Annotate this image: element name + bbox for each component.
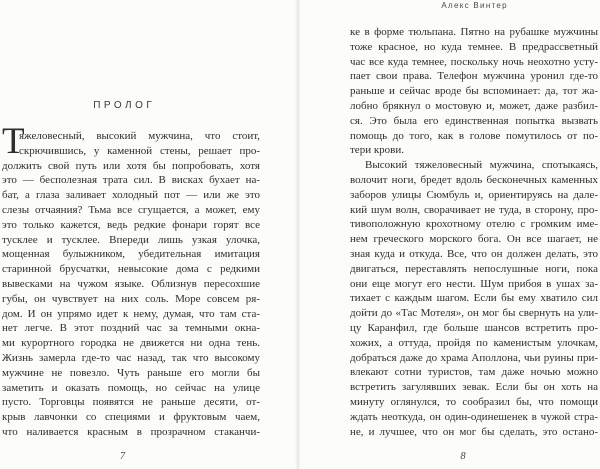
text-line: нем греческого морского бога. Он все шагает, не [350,233,598,246]
text-line: тери крови. [350,144,405,157]
text-line: бат, а глаза заливает холодный пот — или же это [2,189,260,202]
chapter-heading: ПРОЛОГ [93,100,156,111]
page-left-body [2,121,260,440]
text-line: тоже красное, но куда темнее. В предрассветный [350,40,598,53]
text-line: помощь до того, как в голове помутилось от по- [350,129,598,142]
text-line: не, и лучшее, что он мог бы сделать, это остано- [350,425,598,438]
page-gutter-divider [295,0,301,469]
running-header-author: Алекс Винтер [441,1,508,10]
paragraph-continued [350,25,598,158]
text-line: пает свои права. Телефон мужчина уронил где-то [350,70,598,83]
text-line: ся. Это была его единственная попытка вызвать [350,114,598,127]
text-line: слезы отчаяния? Тьма все сгущается, а может, ему [2,203,260,216]
text-line: тусклее и тусклее. Впереди лишь узкая улочка, [2,233,260,246]
text-line: лобно брякнул о мостовую и, может, даже разбил- [350,99,598,112]
text-line: ждать неоткуда, он один-одинешенек в чужой стра- [350,410,598,423]
text-line: яжеловесный, высокий мужчина, что стоит, [19,130,260,142]
text-line: вывесками на чужом языке. Облизнув пересохшие [2,277,260,290]
text-line: ми курортного городка не движется ни одна тень. [2,337,260,350]
text-line: должить свой путь или хотя бы попробовать, хотя [2,159,260,172]
text-line: это только кажется, ведь редкие фонари горят все [2,218,260,231]
text-line: скрючившись, у каменной стены, решает про- [19,144,260,157]
text-line: цу Каранфил, где больше шансов встретить про- [350,321,598,334]
text-line: что наливается красным в прозрачном стаканчи- [2,425,260,438]
text-line: зная куда и откуда. Все, что он должен делать, это [350,247,598,260]
text-line: двигаться, переставлять непослушные ноги, пока [350,262,598,275]
text-line: старинной брусчатки, невысокие дома с редкими [2,263,260,276]
text-line: добраться даже до храма Аполлона, чьи руины при- [350,351,598,364]
text-line: волочит ноги, бредет вдоль бесконечных каменных [350,173,598,186]
text-line: дом. И он упрямо идет к нему, думая, что там ста- [2,307,260,320]
text-line: минуту оглянулся, то сообразил бы, что помощи [350,395,598,408]
text-line: кий шум волн, сворачивает не туда, в сторону, про- [350,203,598,216]
text-line: пусто. Торговцы появятся не раньше десяти, от- [2,396,260,409]
page-left-text [2,129,260,440]
text-line: дойти до «Тас Мотеля», он мог бы свернуть на ули- [350,307,598,320]
text-line: они еще могут его нести. Шум прибоя в ушах за- [350,277,598,290]
page-number-right: 8 [460,451,466,462]
text-line: час все куда темнее, поскольку ночь неохотно усту- [350,55,598,68]
drop-cap: Т [2,121,25,162]
text-line: мужчине не повезло. Чуть раньше его могли бы [2,366,260,379]
text-line: губы, он чувствует на них соль. Море совсем ря- [2,292,260,305]
page-number-left: 7 [119,451,126,462]
text-line: влекают сотни туристов, там даже ночью можно [350,366,598,379]
paragraph-second [350,158,598,439]
text-line: раньше и сейчас вроде бы вспоминает: да, тот жа- [350,85,598,98]
text-line: нет легче. В этот поздний час за темными окна- [2,322,260,335]
text-line: заборов улицы Сюмбуль и, ориентируясь на дале- [350,188,598,201]
text-line: хожих, а оттуда, пройдя по каменистым улочкам, [350,336,598,349]
text-line: это — бесполезная трата сил. В висках бухает на- [2,174,260,187]
text-line: тивоположную крохотному отелю с громким име- [350,218,598,231]
text-line: ке в форме тюльпана. Пятно на рубашке мужчины [350,26,598,38]
text-line: крыв лавчонки со специями и фруктовым чаем, [2,411,260,424]
text-line: мощенная булыжником, убедительная имитация [2,248,260,261]
text-line: тихает с каждым шагом. Если бы ему хватило сил [350,292,598,305]
text-line: Высокий тяжеловесный мужчина, спотыкаясь, [365,159,598,172]
text-line: заметить и оказать помощь, но сейчас на улице [2,381,260,394]
text-line: Жизнь замерла где-то час назад, так что высокому [2,351,260,364]
page-right-body [350,25,598,439]
text-line: встретить загулявших зевак. Если бы он хоть на [350,381,598,394]
